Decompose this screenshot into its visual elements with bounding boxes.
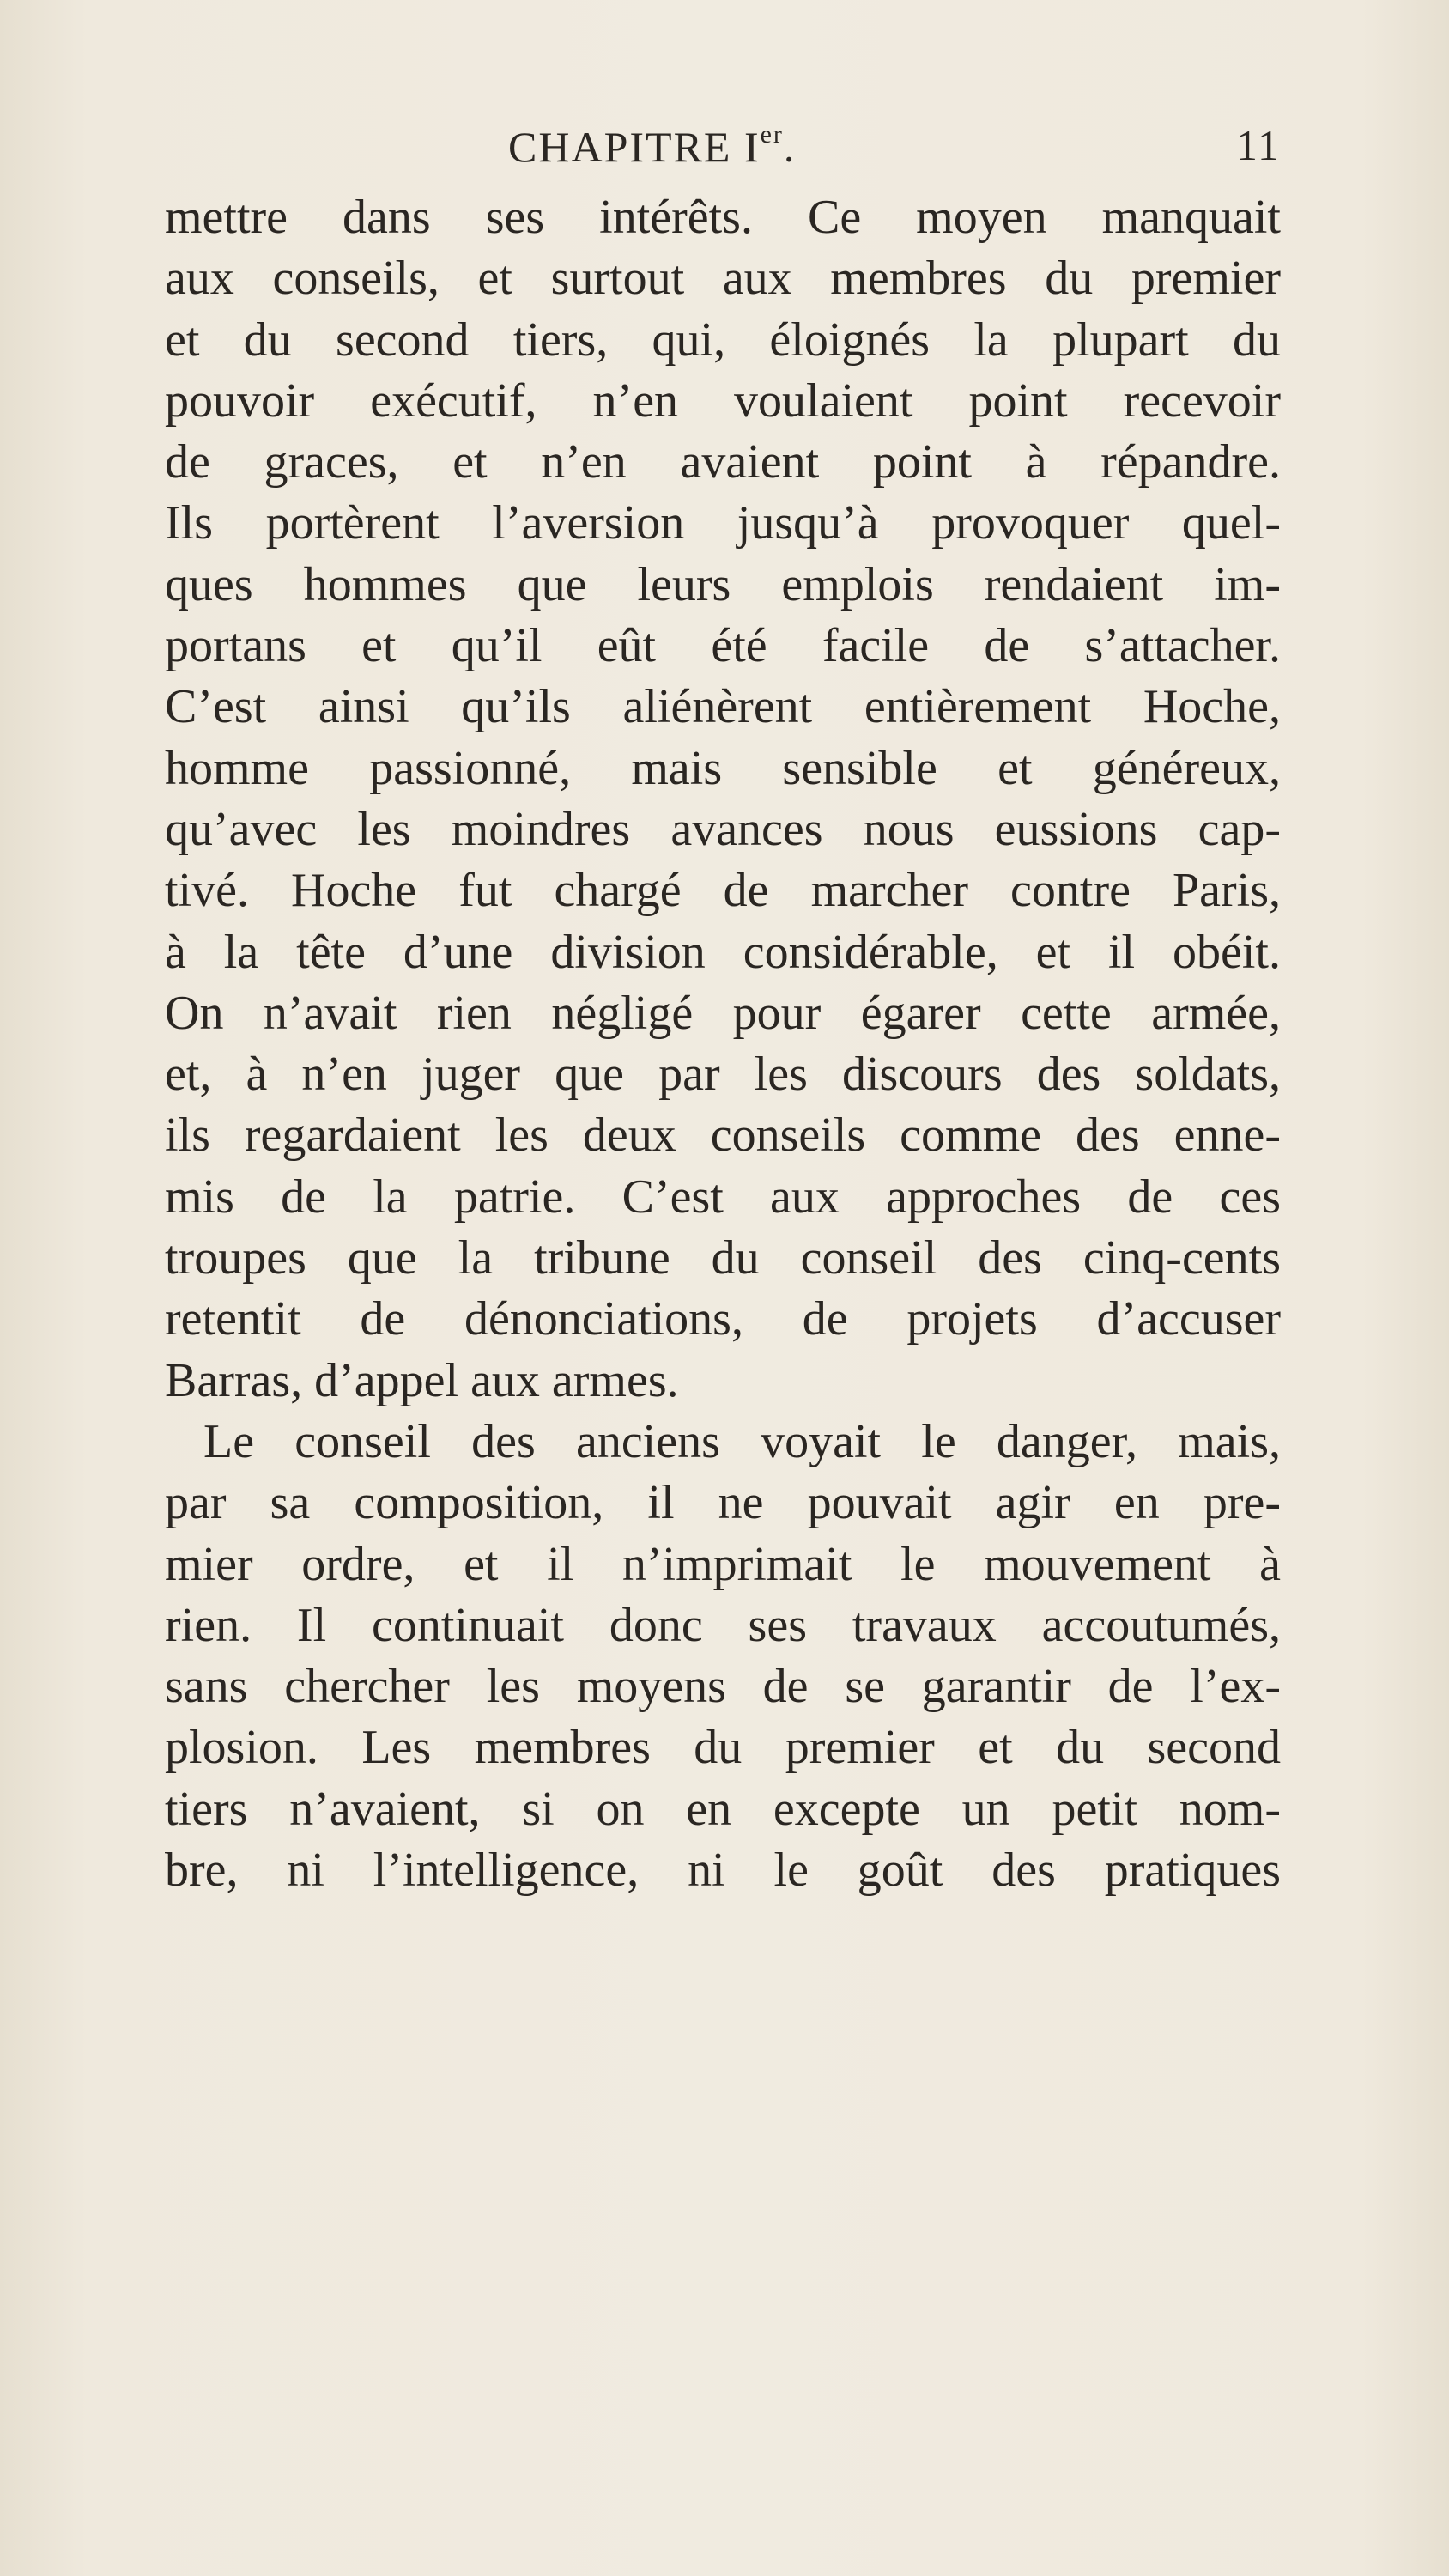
text-line: de graces, et n’en avaient point à répandre. <box>165 435 1281 489</box>
text-line: mier ordre, et il n’imprimait le mouvement à <box>165 1537 1281 1591</box>
text-line: mis de la patrie. C’est aux approches de ces <box>165 1170 1281 1224</box>
text-line: On n’avait rien négligé pour égarer cette armée, <box>165 986 1281 1040</box>
text-line: et du second tiers, qui, éloignés la plupart du <box>165 313 1281 367</box>
text-line: portans et qu’il eût été facile de s’attacher. <box>165 619 1281 673</box>
text-line: mettre dans ses intérêts. Ce moyen manquait <box>165 191 1281 244</box>
text-line: tivé. Hoche fut chargé de marcher contre Paris, <box>165 864 1281 918</box>
text-line: troupes que la tribune du conseil des cinq-cents <box>165 1231 1281 1285</box>
text-line: tiers n’avaient, si on en excepte un petit nom- <box>165 1782 1281 1836</box>
page-number: 11 <box>1235 121 1281 169</box>
text-line-paragraph-start: Le conseil des anciens voyait le danger, mais, <box>203 1414 1281 1468</box>
text-line: plosion. Les membres du premier et du second <box>165 1721 1281 1775</box>
text-line: retentit de dénonciations, de projets d’accuser <box>165 1292 1281 1346</box>
text-line: ils regardaient les deux conseils comme des enne- <box>165 1109 1281 1163</box>
text-line: homme passionné, mais sensible et généreux, <box>165 741 1281 795</box>
chapter-heading <box>508 120 796 172</box>
text-line: rien. Il continuait donc ses travaux accoutumés, <box>165 1598 1281 1652</box>
text-line: C’est ainsi qu’ils aliénèrent entièrement Hoche, <box>165 680 1281 734</box>
text-line: sans chercher les moyens de se garantir de l’ex- <box>165 1660 1281 1714</box>
text-line: bre, ni l’intelligence, ni le goût des pratiques <box>165 1844 1281 1898</box>
text-line: et, à n’en juger que par les discours des soldats, <box>165 1048 1281 1102</box>
text-line: aux conseils, et surtout aux membres du premier <box>165 252 1281 306</box>
running-head <box>165 120 1281 180</box>
chapter-title: CHAPITRE I <box>508 123 761 171</box>
text-line: Ils portèrent l’aversion jusqu’à provoquer quel- <box>165 496 1281 550</box>
text-line-paragraph-end: Barras, d’appel aux armes. <box>165 1353 679 1407</box>
body-text <box>165 187 1281 1901</box>
text-line: par sa composition, il ne pouvait agir en pre- <box>165 1476 1281 1530</box>
text-line: qu’avec les moindres avances nous eussions cap- <box>165 802 1281 856</box>
text-line: pouvoir exécutif, n’en voulaient point recevoir <box>165 374 1281 428</box>
chapter-superscript: er <box>760 120 784 149</box>
text-line: à la tête d’une division considérable, et il obéit. <box>165 925 1281 979</box>
chapter-suffix: . <box>783 123 797 171</box>
text-line: ques hommes que leurs emplois rendaient im- <box>165 557 1281 611</box>
